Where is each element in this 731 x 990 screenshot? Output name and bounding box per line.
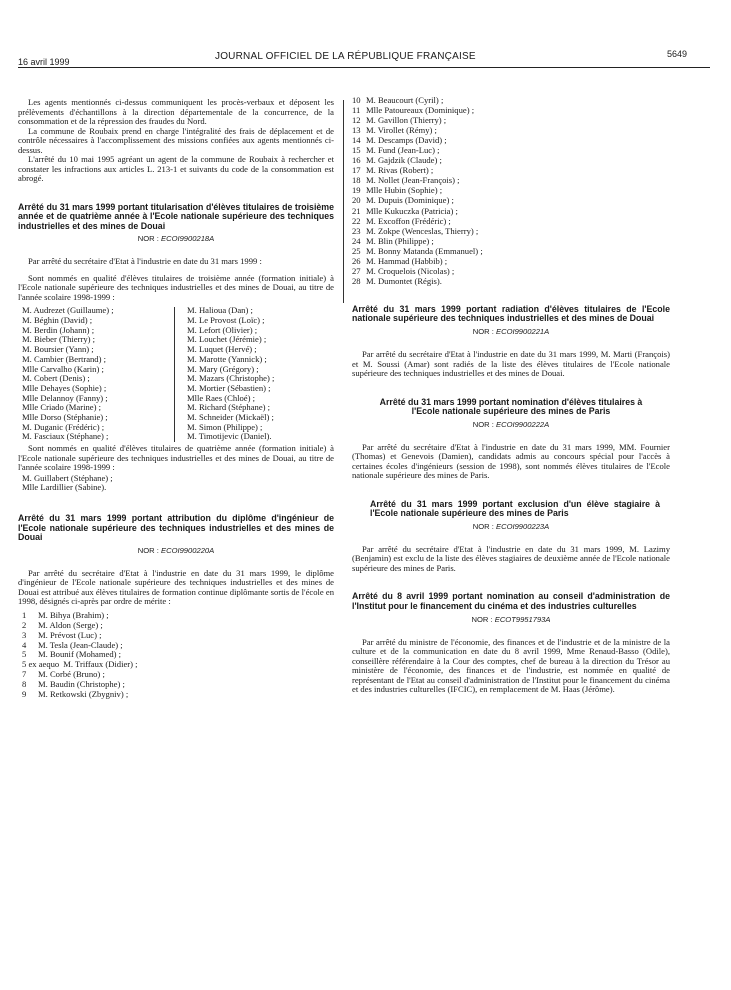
ranking-list-right	[352, 95, 670, 286]
list-item: M. Lefort (Olivier) ;	[187, 324, 258, 335]
list-item: Mlle Raes (Chloé) ;	[187, 392, 256, 403]
rank-name: M. Beaucourt (Cyril) ;	[366, 95, 444, 105]
ranking-row	[352, 145, 552, 155]
ranking-row	[352, 216, 552, 226]
rank-name: M. Bihya (Brahim) ;	[38, 609, 109, 620]
rank-number: 20	[352, 195, 361, 206]
arrete-diplome	[18, 514, 334, 700]
header-date: 16 avril 1999	[18, 57, 70, 67]
rank-name: M. Rivas (Robert) ;	[366, 165, 434, 176]
list-item: M. Fasciaux (Stéphane) ;	[22, 431, 109, 442]
list-item: M. Mazars (Christophe) ;	[187, 373, 275, 384]
ranking-row	[352, 95, 552, 105]
ranking-row	[352, 105, 552, 115]
rank-name: M. Fund (Jean-Luc) ;	[366, 145, 440, 156]
rank-number: 3	[22, 629, 27, 640]
nor-reference: NOR : ECOI9900218A	[137, 234, 215, 244]
list-item: M. Bieber (Thierry) ;	[22, 334, 96, 345]
ranking-row	[352, 115, 552, 125]
list-item: M. Richard (Stéphane) ;	[187, 402, 271, 413]
arrete-paragraph: Par arrêté du secrétaire d'Etat à l'industrie en date du 31 mars 1999, M. Marti (François) et M. Soussi (Amar) sont radiés de la liste des élèves titulaires de l'Ecole nationale supérieure des techniques industrielles et des mines de Douai.	[352, 349, 670, 379]
rank-number: 24	[352, 235, 361, 246]
list-item: M. Mary (Grégory) ;	[187, 363, 259, 374]
arrete-titularisation	[18, 203, 334, 494]
names-column-left	[18, 306, 174, 442]
ranking-list-left	[18, 611, 334, 700]
list-item: Mlle Criado (Marine) ;	[22, 402, 101, 413]
list-item: M. Cambier (Bertrand) ;	[22, 353, 107, 364]
header-rule	[18, 67, 710, 68]
nor-reference: NOR : ECOI9900223A	[472, 521, 550, 531]
list-item: M. Guillabert (Stéphane) ;	[22, 472, 113, 483]
rank-number: 16	[352, 155, 361, 166]
arrete-paragraph: Par arrêté du ministre de l'économie, des finances et de l'industrie et de la ministre de la culture et de la communication en date du 8 avril 1999, Mme Renaud-Basso (Odile), conseillère référendaire à la Cour des comptes, chef de bureau à la direction du Trésor au ministère de l'économie, des finances et de l'industrie, est nommée en qualité de représentant de l'Etat au conseil d'administration de l'Institut pour le financement du cinéma et des industries culturelles (IFCIC), en remplacement de M. Haas (Jérôme).	[352, 636, 670, 695]
names-divider	[174, 307, 175, 442]
arrete-paragraph: Par arrêté du secrétaire d'Etat à l'industrie en date du 31 mars 1999, MM. Fournier (Thomas) et Genevois (Damien), candidats admis au concours spécial pour l'accès à certaines écoles d'ingénieurs (session de 1998), sont nommés élèves titulaires de l'Ecole nationale supérieure des mines de Paris.	[352, 441, 670, 481]
ranking-row	[352, 155, 552, 165]
rank-number: 12	[352, 115, 361, 126]
list-item: M. Berdin (Johann) ;	[22, 324, 95, 335]
nor-reference: NOR : ECOT9951793A	[471, 614, 551, 624]
rank-name: M. Croquelois (Nicolas) ;	[366, 265, 455, 276]
rank-number: 9	[22, 689, 27, 700]
ranking-row	[352, 246, 552, 256]
rank-name: M. Excoffon (Frédéric) ;	[366, 215, 451, 226]
rank-number: 19	[352, 185, 361, 196]
ranking-row	[352, 226, 552, 236]
rank-number: 15	[352, 145, 361, 156]
ranking-row	[352, 195, 552, 205]
rank-name: M. Tesla (Jean-Claude) ;	[38, 639, 123, 650]
rank-number: 17	[352, 165, 361, 176]
rank-name: M. Bounif (Mohamed) ;	[38, 649, 122, 660]
arrete-title: Arrêté du 31 mars 1999 portant attribution du diplôme d'ingénieur de l'Ecole nationale supérieure des techniques industrielles et des mines de Douai	[18, 513, 334, 543]
rank-number: 5	[22, 649, 27, 660]
ranking-row	[352, 266, 552, 276]
ranking-row	[352, 236, 552, 246]
arrete-paragraph: Par arrêté du secrétaire d'Etat à l'industrie en date du 31 mars 1999 :	[28, 256, 262, 267]
arrete-nomination-paris	[352, 398, 670, 417]
list-item: M. Boursier (Yann) ;	[22, 344, 94, 355]
rank-name: M. Bonny Matanda (Emmanuel) ;	[366, 245, 483, 256]
rank-name: M. Nollet (Jean-François) ;	[366, 175, 460, 186]
rank-name: M. Virollet (Rémy) ;	[366, 125, 437, 136]
rank-number: 22	[352, 215, 361, 226]
left-column	[18, 98, 334, 700]
rank-number: 1	[22, 609, 27, 620]
rank-name: M. Gajdzik (Claude) ;	[366, 155, 442, 166]
intro-paragraph: L'arrêté du 10 mai 1995 agréant un agent de la commune de Roubaix à rechercher et constater les infractions aux articles L. 213-1 et suivants du code de la consommation est abrogé.	[18, 154, 334, 183]
rank-name: M. Corbé (Bruno) ;	[38, 669, 105, 680]
list-item: M. Halioua (Dan) ;	[187, 305, 253, 316]
list-item: M. Béghin (David) ;	[22, 314, 93, 325]
rank-name: M. Prévost (Luc) ;	[38, 629, 102, 640]
rank-number: 5 ex aequo	[22, 659, 60, 670]
ranking-row	[22, 690, 334, 700]
arrete-paragraph: Par arrêté du secrétaire d'Etat à l'industrie en date du 31 mars 1999, le diplôme d'ingénieur de l'Ecole nationale supérieure des techniques industrielles et des mines de Douai est attribué aux élèves titulaires de formation continue diplômante sortis de l'école en 1998, désignés ci-après par ordre de mérite :	[18, 567, 334, 607]
arrete-exclusion	[352, 500, 670, 519]
arrete-ifcic	[352, 592, 670, 694]
fourth-year-names	[18, 474, 334, 493]
list-item: M. Timotijevic (Daniel).	[187, 431, 272, 442]
rank-name: M. Retkowski (Zbygniv) ;	[38, 689, 129, 700]
rank-number: 25	[352, 245, 361, 256]
list-item: M. Cobert (Denis) ;	[22, 373, 90, 384]
list-item: M. Louchet (Jérémie) ;	[187, 334, 267, 345]
intro-paragraph: La commune de Roubaix prend en charge l'intégralité des frais de déplacement et de contrôle nécessaires à l'accomplissement des missions confiées aux agents mentionnés ci-dessus.	[18, 125, 334, 155]
rank-name: M. Descamps (David) ;	[366, 135, 447, 146]
ranking-row	[352, 125, 552, 135]
list-item: M. Audrezet (Guillaume) ;	[22, 305, 114, 316]
ranking-row	[352, 206, 552, 216]
header-journal-title: JOURNAL OFFICIEL DE LA RÉPUBLIQUE FRANÇAISE	[215, 51, 476, 62]
nor-reference: NOR : ECOI9900221A	[472, 327, 550, 337]
nor-reference: NOR : ECOI9900222A	[472, 419, 550, 429]
rank-number: 4	[22, 639, 27, 650]
column-divider	[343, 100, 344, 303]
rank-number: 2	[22, 619, 27, 630]
ranking-row	[352, 135, 552, 145]
arrete-title: Arrêté du 31 mars 1999 portant nomination d'élèves titulaires à l'Ecole nationale supérieure des mines de Paris	[379, 396, 643, 417]
right-column	[352, 95, 670, 695]
ranking-row	[352, 256, 552, 266]
ranking-row	[352, 175, 552, 185]
rank-number: 21	[352, 205, 361, 216]
rank-number: 18	[352, 175, 361, 186]
arrete-radiation	[352, 305, 670, 379]
rank-number: 11	[352, 105, 361, 116]
rank-number: 23	[352, 225, 361, 236]
intro-section	[18, 98, 334, 184]
list-item: M. Luquet (Hervé) ;	[187, 344, 257, 355]
list-item: M. Schneider (Mickaël) ;	[187, 412, 274, 423]
list-item: Mlle Delannoy (Fanny) ;	[22, 392, 108, 403]
arrete-title: Arrêté du 8 avril 1999 portant nomination au conseil d'administration de l'Institut pour le financement du cinéma et des industries culturelles	[352, 591, 670, 612]
rank-number: 8	[22, 679, 27, 690]
list-item: M. Marotte (Yannick) ;	[187, 353, 267, 364]
rank-name: M. Triffaux (Didier) ;	[63, 659, 138, 670]
header-page-number: 5649	[667, 49, 688, 59]
arrete-paragraph: Sont nommés en qualité d'élèves titulaires de quatrième année (formation initiale) à l'Ecole nationale supérieure des techniques industrielles et des mines de Douai, au titre de l'année scolaire 1998-1999 :	[18, 443, 334, 473]
rank-number: 27	[352, 265, 361, 276]
list-item: Mlle Carvalho (Karin) ;	[22, 363, 104, 374]
rank-number: 26	[352, 255, 361, 266]
arrete-paragraph: Sont nommés en qualité d'élèves titulaires de troisième année (formation initiale) à l'Ecole nationale supérieure des techniques industrielles et des mines de Douai, au titre de l'année scolaire 1998-1999 :	[18, 272, 334, 302]
list-item: M. Mortier (Sébastien) ;	[187, 382, 271, 393]
intro-paragraph: Les agents mentionnés ci-dessus communiquent les procès-verbaux et déposent les prélèvements d'échantillons à la direction départementale de la concurrence, de la consommation et de la répression des fraudes du Nord.	[18, 97, 334, 126]
rank-name: Mlle Patoureaux (Dominique) ;	[366, 105, 475, 116]
ranking-row	[352, 165, 552, 175]
rank-number: 13	[352, 125, 361, 136]
rank-number: 28	[352, 275, 361, 286]
rank-name: M. Aldon (Serge) ;	[38, 619, 103, 630]
rank-number: 7	[22, 669, 27, 680]
list-item: Mlle Lardillier (Sabine).	[22, 482, 107, 493]
rank-name: M. Blin (Philippe) ;	[366, 235, 434, 246]
rank-name: M. Zokpe (Wenceslas, Thierry) ;	[366, 225, 479, 236]
rank-name: M. Hammad (Habbib) ;	[366, 255, 448, 266]
arrete-title: Arrêté du 31 mars 1999 portant radiation d'élèves titulaires de l'Ecole nationale supérieure des techniques industrielles et des mines de Douai	[352, 303, 670, 324]
rank-number: 14	[352, 135, 361, 146]
nor-reference: NOR : ECOI9900220A	[137, 545, 215, 555]
rank-name: M. Baudin (Christophe) ;	[38, 679, 125, 690]
list-item: M. Simon (Philippe) ;	[187, 421, 263, 432]
list-item: M. Le Provost (Loïc) ;	[187, 314, 265, 325]
ranking-row	[352, 276, 552, 286]
list-item: Mlle Dorso (Stéphanie) ;	[22, 412, 108, 423]
names-column-right	[187, 306, 334, 442]
rank-number: 10	[352, 95, 361, 105]
arrete-title: Arrêté du 31 mars 1999 portant exclusion d'un élève stagiaire à l'Ecole nationale supérieure des mines de Paris	[370, 498, 660, 519]
list-item: Mlle Dehayes (Sophie) ;	[22, 382, 107, 393]
arrete-paragraph: Par arrêté du secrétaire d'Etat à l'industrie en date du 31 mars 1999, M. Lazimy (Benjamin) est exclu de la liste des élèves stagiaires de deuxième année de l'Ecole nationale supérieure des mines de Paris.	[352, 543, 670, 573]
list-item: M. Duganic (Frédéric) ;	[22, 421, 105, 432]
arrete-title: Arrêté du 31 mars 1999 portant titularisation d'élèves titulaires de troisième année et de quatrième année à l'Ecole nationale supérieure des techniques industrielles et des mines de Douai	[18, 201, 334, 231]
third-year-names	[18, 306, 334, 442]
rank-name: Mlle Hubin (Sophie) ;	[366, 185, 443, 196]
rank-name: M. Dumontet (Régis).	[366, 275, 442, 286]
rank-name: M. Dupuis (Dominique) ;	[366, 195, 454, 206]
rank-name: M. Gavillon (Thierry) ;	[366, 115, 447, 126]
rank-name: Mlle Kukuczka (Patricia) ;	[366, 205, 458, 216]
ranking-row	[352, 185, 552, 195]
